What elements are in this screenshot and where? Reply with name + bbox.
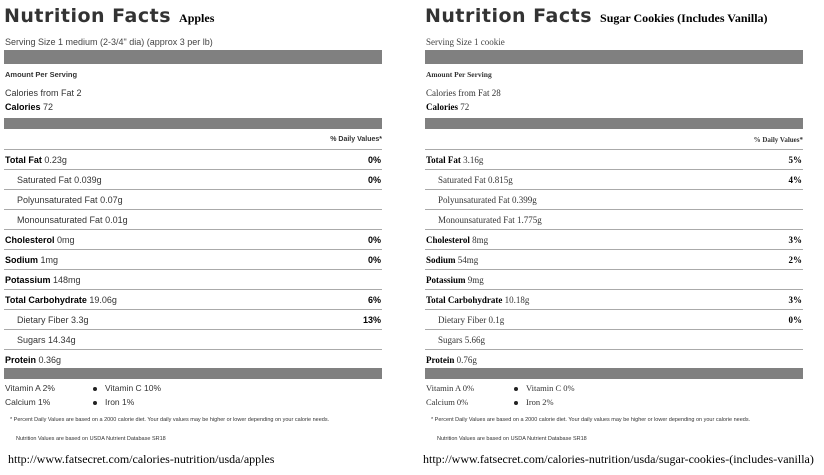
nutrient-name: Polyunsaturated Fat	[17, 195, 98, 205]
bullet-icon	[93, 401, 97, 405]
divider-bar	[4, 368, 382, 379]
panel-header	[425, 5, 768, 27]
nutrient-name: Polyunsaturated Fat	[438, 195, 510, 205]
nutrient-amount: 0.1g	[488, 315, 505, 325]
source-note: Nutrition Values are based on USDA Nutrient Database SR18	[16, 436, 166, 442]
nutrient-row	[425, 269, 803, 289]
nutrition-facts-title: Nutrition Facts	[4, 5, 172, 27]
nutrient-amount: 0.23g	[44, 155, 67, 165]
nutrient-daily-value: 0%	[367, 255, 381, 265]
nutrient-amount: 1mg	[40, 255, 59, 265]
nutrient-label	[426, 155, 483, 165]
nutrient-label	[438, 215, 542, 225]
nutrient-daily-value: 0%	[788, 315, 802, 325]
nutrient-label	[426, 355, 477, 365]
nutrient-label	[426, 295, 529, 305]
source-url[interactable]: http://www.fatsecret.com/calories-nutrition/usda/apples	[8, 452, 275, 466]
nutrient-daily-value: 3%	[788, 235, 802, 245]
vitamin-right: Vitamin C 10%	[105, 383, 162, 393]
source-url[interactable]: http://www.fatsecret.com/calories-nutrition/usda/sugar-cookies-(includes-vanilla)	[423, 452, 814, 466]
nutrient-amount: 0.399g	[512, 195, 537, 205]
nutrient-label	[17, 315, 89, 325]
nutrient-label	[17, 195, 123, 205]
vitamin-row	[425, 396, 803, 410]
nutrient-row	[425, 329, 803, 349]
nutrient-name: Monounsaturated Fat	[438, 215, 515, 225]
vitamin-right: Vitamin C 0%	[526, 383, 575, 393]
nutrition-panel-sugar-cookies	[423, 0, 814, 475]
nutrient-label	[17, 175, 102, 185]
nutrient-row	[4, 229, 382, 249]
nutrient-label	[438, 195, 537, 205]
nutrient-daily-value: 0%	[367, 175, 381, 185]
nutrition-facts-title: Nutrition Facts	[425, 5, 593, 27]
nutrient-label	[438, 315, 504, 325]
nutrient-amount: 0.01g	[105, 215, 128, 225]
nutrient-label	[5, 255, 58, 265]
nutrient-name: Dietary Fiber	[17, 315, 69, 325]
vitamin-right: Iron 2%	[526, 397, 554, 407]
nutrient-amount: 0.07g	[100, 195, 123, 205]
nutrient-label	[5, 275, 81, 285]
nutrient-name: Total Fat	[426, 155, 461, 165]
calories-label: Calories	[426, 102, 458, 112]
calories	[426, 102, 469, 112]
footnote: * Percent Daily Values are based on a 2000 calorie diet. Your daily values may be higher or lower depending on your calorie needs.	[10, 417, 330, 423]
bullet-icon	[514, 387, 518, 391]
nutrient-row	[4, 149, 382, 169]
nutrient-label	[438, 335, 485, 345]
vitamin-row	[4, 396, 382, 410]
nutrient-row	[425, 309, 803, 329]
nutrient-label	[17, 215, 128, 225]
vitamin-left: Calcium 1%	[5, 397, 51, 407]
bullet-icon	[514, 401, 518, 405]
nutrition-panel-apples	[4, 0, 382, 475]
nutrient-row	[425, 209, 803, 229]
divider-bar	[425, 118, 803, 129]
nutrient-name: Potassium	[5, 275, 51, 285]
panel-header	[4, 5, 214, 27]
nutrient-amount: 0.815g	[488, 175, 513, 185]
nutrient-row	[4, 209, 382, 229]
nutrient-row	[4, 329, 382, 349]
nutrient-daily-value: 6%	[367, 295, 381, 305]
nutrient-label	[5, 355, 61, 365]
divider-bar	[425, 368, 803, 379]
vitamin-row	[4, 382, 382, 396]
nutrient-name: Protein	[5, 355, 37, 365]
nutrient-amount: 3.3g	[71, 315, 89, 325]
nutrient-row	[425, 149, 803, 169]
serving-size: Serving Size 1 medium (2-3/4" dia) (approx 3 per lb)	[5, 37, 213, 47]
nutrient-name: Sugars	[438, 335, 463, 345]
food-name: Apples	[179, 11, 215, 25]
nutrient-name: Sugars	[17, 335, 46, 345]
nutrient-name: Protein	[426, 355, 455, 365]
nutrient-name: Cholesterol	[5, 235, 55, 245]
bullet-icon	[93, 387, 97, 391]
nutrient-label	[5, 235, 75, 245]
nutrient-row	[4, 249, 382, 269]
nutrient-amount: 0.039g	[74, 175, 102, 185]
nutrient-amount: 9mg	[467, 275, 484, 285]
nutrient-name: Total Carbohydrate	[5, 295, 87, 305]
nutrient-row	[425, 169, 803, 189]
divider-bar	[4, 118, 382, 129]
nutrient-daily-value: 13%	[362, 315, 381, 325]
nutrient-amount: 10.18g	[504, 295, 530, 305]
nutrient-name: Total Fat	[5, 155, 42, 165]
daily-values-header: % Daily Values*	[330, 136, 382, 143]
nutrient-name: Total Carbohydrate	[426, 295, 503, 305]
amount-per-serving: Amount Per Serving	[426, 70, 492, 79]
nutrient-row	[425, 249, 803, 269]
nutrient-row	[425, 229, 803, 249]
nutrient-name: Dietary Fiber	[438, 315, 487, 325]
nutrient-row	[425, 189, 803, 209]
nutrient-amount: 54mg	[457, 255, 479, 265]
calories-value: 72	[460, 102, 470, 112]
nutrient-daily-value: 3%	[788, 295, 802, 305]
divider-bar	[4, 50, 382, 64]
nutrient-row	[425, 349, 803, 369]
nutrient-label	[17, 335, 76, 345]
nutrient-label	[5, 155, 67, 165]
nutrient-amount: 8mg	[472, 235, 489, 245]
nutrient-amount: 19.06g	[89, 295, 117, 305]
nutrient-row	[4, 189, 382, 209]
nutrient-name: Saturated Fat	[438, 175, 486, 185]
nutrient-daily-value: 0%	[367, 235, 381, 245]
vitamin-right: Iron 1%	[105, 397, 135, 407]
vitamin-row	[425, 382, 803, 396]
vitamin-left: Calcium 0%	[426, 397, 469, 407]
divider-bar	[425, 50, 803, 64]
nutrient-label	[426, 235, 488, 245]
calories	[5, 102, 53, 112]
nutrient-label	[438, 175, 513, 185]
nutrient-name: Sodium	[426, 255, 456, 265]
nutrient-amount: 0.76g	[456, 355, 477, 365]
nutrient-daily-value: 5%	[788, 155, 802, 165]
nutrient-row	[4, 169, 382, 189]
nutrient-label	[426, 255, 478, 265]
nutrient-amount: 0.36g	[38, 355, 62, 365]
nutrient-amount: 3.16g	[463, 155, 484, 165]
nutrient-name: Sodium	[5, 255, 38, 265]
calories-from-fat: Calories from Fat 28	[426, 88, 501, 98]
nutrient-daily-value: 2%	[788, 255, 802, 265]
daily-values-header: % Daily Values*	[753, 136, 803, 144]
nutrient-row	[4, 349, 382, 369]
nutrient-amount: 1.775g	[517, 215, 542, 225]
nutrient-amount: 0mg	[57, 235, 75, 245]
nutrient-name: Potassium	[426, 275, 466, 285]
nutrient-label	[426, 275, 484, 285]
nutrient-name: Cholesterol	[426, 235, 470, 245]
vitamin-left: Vitamin A 2%	[5, 383, 55, 393]
calories-from-fat: Calories from Fat 2	[5, 88, 82, 98]
nutrient-row	[4, 269, 382, 289]
nutrient-name: Saturated Fat	[17, 175, 72, 185]
nutrient-row	[4, 309, 382, 329]
amount-per-serving: Amount Per Serving	[5, 70, 78, 79]
nutrient-row	[4, 289, 382, 309]
nutrient-daily-value: 0%	[367, 155, 381, 165]
vitamin-left: Vitamin A 0%	[426, 383, 475, 393]
nutrient-daily-value: 4%	[788, 175, 802, 185]
nutrient-amount: 14.34g	[48, 335, 76, 345]
nutrient-row	[425, 289, 803, 309]
footnote: * Percent Daily Values are based on a 2000 calorie diet. Your daily values may be higher or lower depending on your calorie needs.	[431, 417, 751, 423]
nutrient-label	[5, 295, 117, 305]
serving-size: Serving Size 1 cookie	[426, 37, 505, 47]
calories-value: 72	[43, 102, 54, 112]
food-name: Sugar Cookies (Includes Vanilla)	[600, 11, 768, 25]
calories-label: Calories	[5, 102, 41, 112]
nutrient-amount: 148mg	[53, 275, 81, 285]
nutrient-name: Monounsaturated Fat	[17, 215, 103, 225]
source-note: Nutrition Values are based on USDA Nutrient Database SR18	[437, 436, 587, 442]
nutrient-amount: 5.66g	[464, 335, 485, 345]
